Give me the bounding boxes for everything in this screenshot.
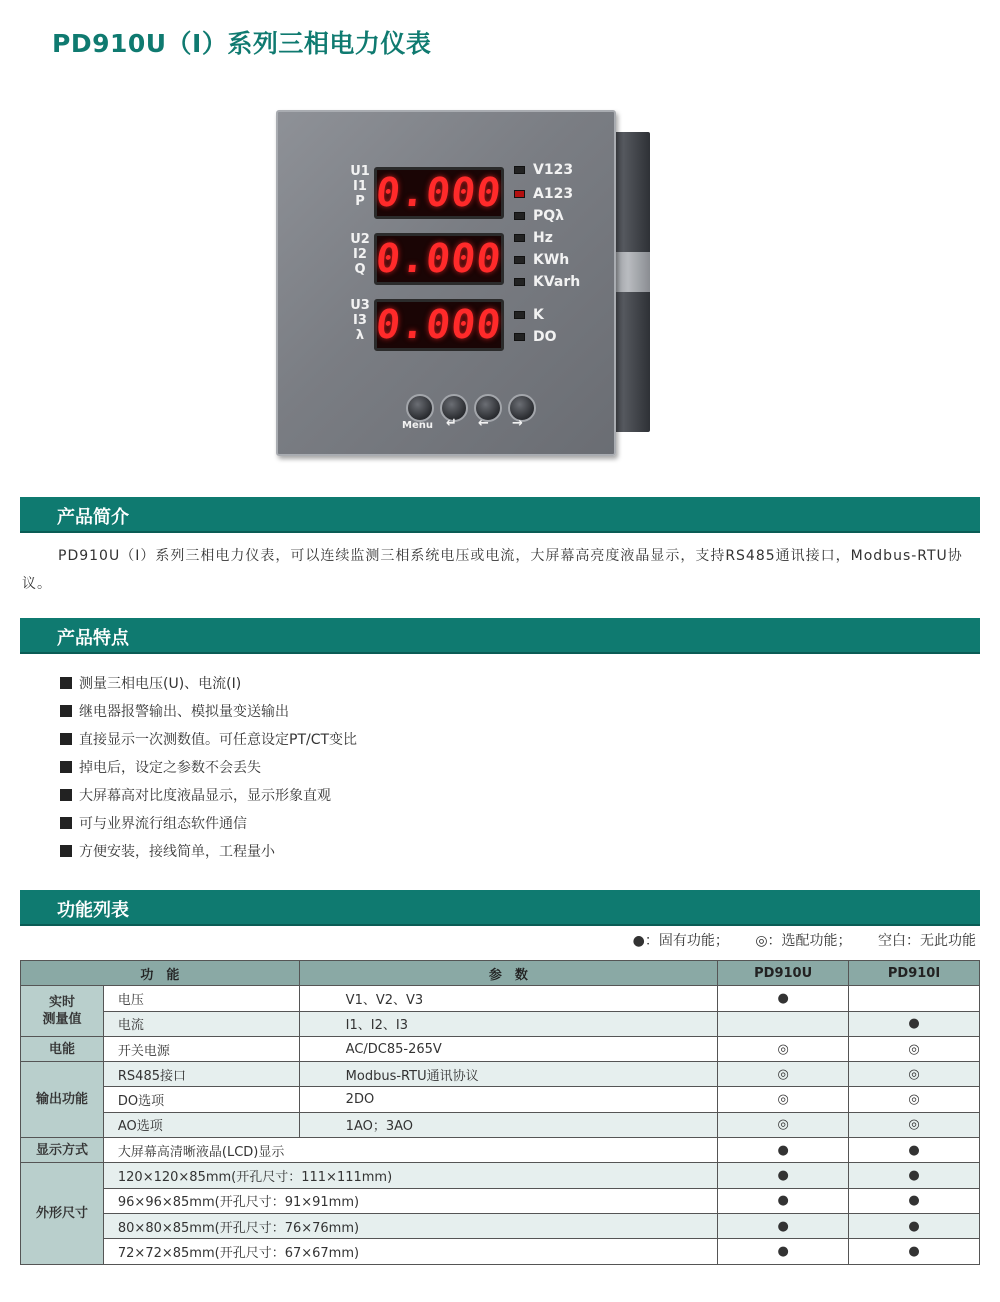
cell-param: Modbus-RTU通讯协议 — [299, 1062, 718, 1087]
table-row — [21, 1239, 980, 1264]
led-display-3 — [374, 299, 504, 351]
cell-pd910u: ● — [718, 1239, 849, 1264]
list-item: 继电器报警输出、模拟量变送输出 — [60, 698, 357, 726]
table-header-row — [21, 961, 980, 986]
cell-func: 大屏幕高清晰液晶(LCD)显示 — [103, 1138, 717, 1163]
row-label: U1 — [350, 164, 370, 179]
table-row — [21, 1011, 980, 1036]
row1-labels — [348, 164, 372, 209]
row-label: U3 — [350, 298, 370, 313]
row-label: U2 — [350, 232, 370, 247]
led-display-2 — [374, 233, 504, 285]
indicator-led-icon — [514, 166, 525, 174]
intro-text: PD910U（Ⅰ）系列三相电力仪表，可以连续监测三相系统电压或电流，大屏幕高亮度液晶显示，支持RS485通讯接口，Modbus-RTU协议。 — [22, 548, 963, 592]
table-row — [21, 1087, 980, 1112]
row3-labels — [348, 298, 372, 343]
cell-pd910u — [718, 1011, 849, 1036]
legend-optional: ◎：选配功能； — [755, 933, 852, 949]
header-function: 功 能 — [21, 961, 300, 986]
legend-none: 空白：无此功能 — [878, 933, 976, 949]
table-row — [21, 1188, 980, 1213]
led-value: 0.000 — [373, 302, 505, 348]
square-bullet-icon — [60, 789, 72, 801]
indicator-led-icon — [514, 333, 525, 341]
cell-pd910i: ◎ — [849, 1062, 980, 1087]
row2-labels — [348, 232, 372, 277]
group-display: 显示方式 — [21, 1138, 104, 1163]
table-row — [21, 1062, 980, 1087]
header-pd910u: PD910U — [718, 961, 849, 986]
cell-func: 96×96×85mm(开孔尺寸：91×91mm) — [103, 1188, 717, 1213]
indicator-kvarh: KVarh — [514, 274, 580, 290]
feature-list — [60, 670, 357, 866]
legend-standard: ●：固有功能； — [632, 933, 729, 949]
indicator-kwh: KWh — [514, 252, 569, 268]
section-title: 产品简介 — [57, 507, 129, 528]
cell-pd910i: ● — [849, 1138, 980, 1163]
group-size: 外形尺寸 — [21, 1163, 104, 1264]
indicator-led-icon — [514, 311, 525, 319]
section-title: 产品特点 — [57, 628, 129, 649]
menu-label: Menu — [402, 420, 433, 431]
indicator-do: DO — [514, 329, 557, 345]
square-bullet-icon — [60, 845, 72, 857]
cell-pd910u: ● — [718, 1188, 849, 1213]
indicator-led-icon — [514, 256, 525, 264]
indicator-pq: PQλ — [514, 208, 564, 224]
cell-pd910i: ◎ — [849, 1036, 980, 1061]
cell-func: 120×120×85mm(开孔尺寸：111×111mm) — [103, 1163, 717, 1188]
cell-pd910i: ● — [849, 1188, 980, 1213]
group-realtime: 实时 测量值 — [21, 986, 104, 1037]
table-row — [21, 1163, 980, 1188]
square-bullet-icon — [60, 761, 72, 773]
row-label: P — [355, 194, 365, 209]
indicator-k: K — [514, 307, 544, 323]
meter-front-panel — [276, 110, 616, 456]
cell-pd910u: ◎ — [718, 1087, 849, 1112]
table-row — [21, 1112, 980, 1137]
cell-pd910u: ● — [718, 1138, 849, 1163]
section-title: 功能列表 — [57, 900, 129, 921]
table-row — [21, 986, 980, 1011]
cell-pd910i: ◎ — [849, 1087, 980, 1112]
cell-func: RS485接口 — [103, 1062, 299, 1087]
row-label: Q — [354, 262, 366, 277]
cell-pd910i: ◎ — [849, 1112, 980, 1137]
power-meter-image — [276, 110, 650, 458]
cell-param: AC/DC85-265V — [299, 1036, 718, 1061]
led-display-1 — [374, 167, 504, 219]
row-label: λ — [355, 328, 365, 343]
right-arrow-icon: → — [512, 416, 523, 431]
cell-param: I1、I2、I3 — [299, 1011, 718, 1036]
list-item: 可与业界流行组态软件通信 — [60, 810, 357, 838]
section-bar-features — [20, 618, 980, 654]
square-bullet-icon — [60, 817, 72, 829]
row-label: I3 — [353, 313, 367, 328]
indicator-led-icon — [514, 190, 525, 198]
cell-pd910u: ◎ — [718, 1062, 849, 1087]
cell-pd910i: ● — [849, 1011, 980, 1036]
cell-func: 80×80×85mm(开孔尺寸：76×76mm) — [103, 1213, 717, 1238]
group-power: 电能 — [21, 1036, 104, 1061]
menu-button[interactable] — [406, 394, 434, 422]
cell-pd910u: ● — [718, 1213, 849, 1238]
left-arrow-icon: ← — [478, 416, 489, 431]
table-row — [21, 1036, 980, 1061]
square-bullet-icon — [60, 705, 72, 717]
cell-pd910i: ● — [849, 1213, 980, 1238]
square-bullet-icon — [60, 677, 72, 689]
cell-func: 电流 — [103, 1011, 299, 1036]
table-row — [21, 1138, 980, 1163]
cell-param: 2DO — [299, 1087, 718, 1112]
row-label: I1 — [353, 179, 367, 194]
cell-pd910u: ◎ — [718, 1112, 849, 1137]
list-item: 测量三相电压(U)、电流(I) — [60, 670, 357, 698]
square-bullet-icon — [60, 733, 72, 745]
indicator-led-icon — [514, 234, 525, 242]
list-item: 直接显示一次测数值。可任意设定PT/CT变比 — [60, 726, 357, 754]
legend — [611, 930, 976, 950]
indicator-v123: V123 — [514, 162, 573, 178]
cell-pd910u: ◎ — [718, 1036, 849, 1061]
list-item: 掉电后，设定之参数不会丢失 — [60, 754, 357, 782]
section-bar-intro — [20, 497, 980, 533]
section-bar-functions — [20, 890, 980, 926]
function-table — [20, 960, 980, 1265]
header-param: 参 数 — [299, 961, 718, 986]
cell-func: 72×72×85mm(开孔尺寸：67×67mm) — [103, 1239, 717, 1264]
list-item: 方便安装，接线简单，工程量小 — [60, 838, 357, 866]
indicator-led-icon — [514, 212, 525, 220]
cell-pd910i — [849, 986, 980, 1011]
led-value: 0.000 — [373, 170, 505, 216]
cell-func: 电压 — [103, 986, 299, 1011]
cell-func: 开关电源 — [103, 1036, 299, 1061]
indicator-led-icon — [514, 278, 525, 286]
group-output: 输出功能 — [21, 1062, 104, 1138]
cell-func: AO选项 — [103, 1112, 299, 1137]
cell-func: DO选项 — [103, 1087, 299, 1112]
table-row — [21, 1213, 980, 1238]
indicator-hz: Hz — [514, 230, 553, 246]
cell-param: 1AO；3AO — [299, 1112, 718, 1137]
list-item: 大屏幕高对比度液晶显示，显示形象直观 — [60, 782, 357, 810]
cell-pd910u: ● — [718, 986, 849, 1011]
cell-pd910i: ● — [849, 1163, 980, 1188]
row-label: I2 — [353, 247, 367, 262]
cell-pd910i: ● — [849, 1239, 980, 1264]
enter-icon: ↵ — [446, 416, 457, 431]
page-title: PD910U（Ⅰ）系列三相电力仪表 — [52, 29, 432, 58]
header-pd910i: PD910Ⅰ — [849, 961, 980, 986]
cell-pd910u: ● — [718, 1163, 849, 1188]
indicator-a123: A123 — [514, 186, 573, 202]
led-value: 0.000 — [373, 236, 505, 282]
cell-param: V1、V2、V3 — [299, 986, 718, 1011]
